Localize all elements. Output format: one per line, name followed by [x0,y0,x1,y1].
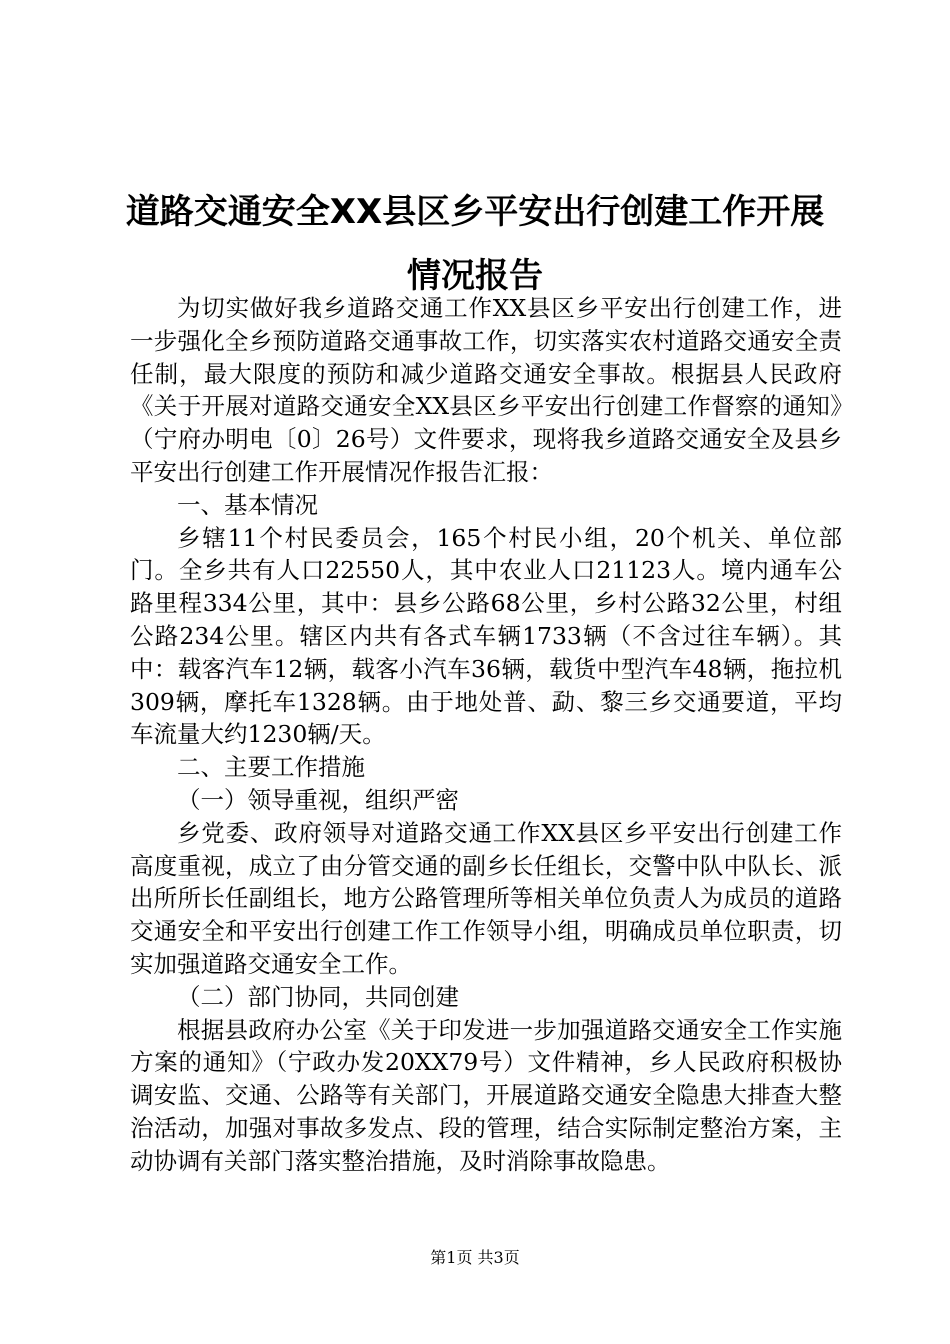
page-footer: 第1页 共3页 [430,1248,520,1267]
document-body [130,292,842,1178]
subheading-coordination: （二）部门协同，共同创建 [177,982,459,1011]
document-title: 道路交通安全XX县区乡平安出行创建工作开展情况报告 [125,192,825,296]
subheading-leadership: （一）领导重视，组织严密 [177,785,459,814]
basic-info-paragraph: 乡辖11个村民委员会，165个村民小组，20个机关、单位部门。全乡共有人口22550人，其中农业人口21123人。境内通车公路里程334公里，其中：县乡公路68公里，乡村公路32公里，村组公路234公里。辖区内共有各式车辆1733辆（不含过往车辆）。其中：载客汽车12辆，载客小汽车36辆，载货中型汽车48辆，拖拉机309辆，摩托车1328辆。由于地处普、勐、黎三乡交通要道，平均车流量大约1230辆/天。 [130,523,842,749]
coordination-paragraph: 根据县政府办公室《关于印发进一步加强道路交通安全工作实施方案的通知》（宁政办发20XX79号）文件精神，乡人民政府积极协调安监、交通、公路等有关部门，开展道路交通安全隐患大排查大整治活动，加强对事故多发点、段的管理，结合实际制定整治方案，主动协调有关部门落实整治措施，及时消除事故隐患。 [130,1015,842,1175]
leadership-paragraph: 乡党委、政府领导对道路交通工作XX县区乡平安出行创建工作高度重视，成立了由分管交通的副乡长任组长，交警中队中队长、派出所所长任副组长，地方公路管理所等相关单位负责人为成员的道路交通安全和平安出行创建工作工作领导小组，明确成员单位职责，切实加强道路交通安全工作。 [130,818,842,978]
intro-paragraph: 为切实做好我乡道路交通工作XX县区乡平安出行创建工作，进一步强化全乡预防道路交通事故工作，切实落实农村道路交通安全责任制，最大限度的预防和减少道路交通安全事故。根据县人民政府《关于开展对道路交通安全XX县区乡平安出行创建工作督察的通知》（宁府办明电〔0〕26号）文件要求，现将我乡道路交通安全及县乡平安出行创建工作开展情况作报告汇报： [130,294,842,486]
section-heading-measures: 二、主要工作措施 [177,753,365,782]
section-heading-basic: 一、基本情况 [177,490,318,519]
